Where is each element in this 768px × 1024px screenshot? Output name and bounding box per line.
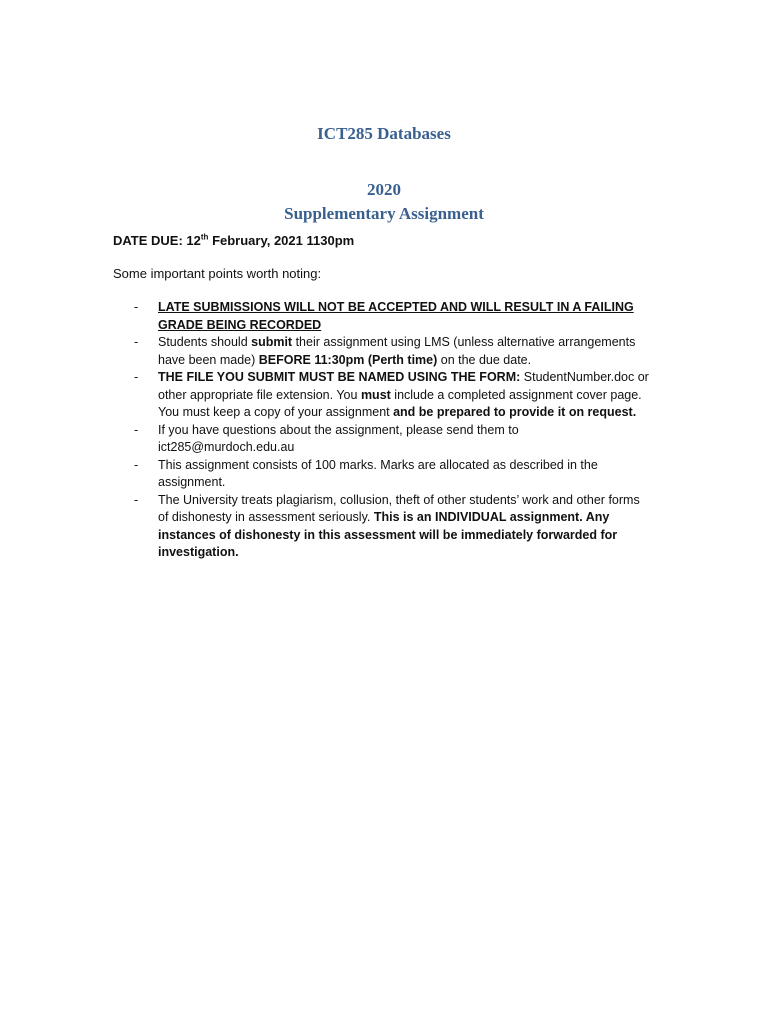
note-text-bold: and be prepared to provide it on request. xyxy=(393,405,637,419)
list-dash: - xyxy=(134,457,139,472)
course-title: ICT285 Databases xyxy=(317,124,451,143)
note-text-bold: must xyxy=(360,387,391,402)
note-file-naming xyxy=(113,369,653,422)
note-marks xyxy=(113,457,653,492)
note-plagiarism xyxy=(113,492,653,562)
note-submission-method xyxy=(113,334,653,369)
list-dash: - xyxy=(134,422,139,437)
intro-text: Some important points worth noting: xyxy=(113,266,322,281)
due-date-rest: February, 2021 1130pm xyxy=(208,233,355,248)
due-date-label: DATE DUE: 12 xyxy=(113,233,201,248)
list-dash: - xyxy=(134,335,139,349)
note-text: If you have questions about the assignment, please send them to ict285@murdoch.edu.au xyxy=(158,422,519,454)
assignment-subtitle: Supplementary Assignment xyxy=(284,204,484,223)
assignment-year: 2020 xyxy=(367,180,401,199)
note-text: LATE SUBMISSIONS WILL NOT BE ACCEPTED AND WILL RESULT IN A FAILING GRADE BEING RECORDED xyxy=(158,300,634,332)
note-text: This assignment consists of 100 marks. Marks are allocated as described in the assignment. xyxy=(158,457,598,489)
note-text: StudentNumber.doc or other appropriate file extension. You xyxy=(158,370,649,402)
note-text-bold: THE FILE YOU SUBMIT MUST BE NAMED USING THE FORM: xyxy=(158,370,521,384)
due-date-ordinal: th xyxy=(200,232,209,242)
note-text: on the due date. xyxy=(437,352,532,367)
note-text: include a completed assignment cover page. You must keep a copy of your assignment xyxy=(158,387,642,419)
note-text-bold: submit xyxy=(251,335,293,349)
note-text: their assignment using LMS (unless alternative arrangements have been made) xyxy=(158,335,636,367)
note-text: Students should xyxy=(158,335,252,349)
notes-list xyxy=(113,299,653,562)
note-text: The University treats plagiarism, collusion, theft of other students’ work and other forms of dishonesty in assessment seriously. xyxy=(158,492,640,524)
list-dash: - xyxy=(134,300,139,314)
note-text-bold: BEFORE 11:30pm (Perth time) xyxy=(258,352,438,367)
due-date-line xyxy=(113,233,354,248)
list-dash: - xyxy=(134,370,139,384)
note-late-submissions xyxy=(113,299,653,334)
note-text-bold: This is an INDIVIDUAL assignment. Any instances of dishonesty in this assessment will be immediately forwarded for investigation. xyxy=(158,510,618,559)
list-dash: - xyxy=(134,492,139,507)
note-questions-contact xyxy=(113,422,653,457)
